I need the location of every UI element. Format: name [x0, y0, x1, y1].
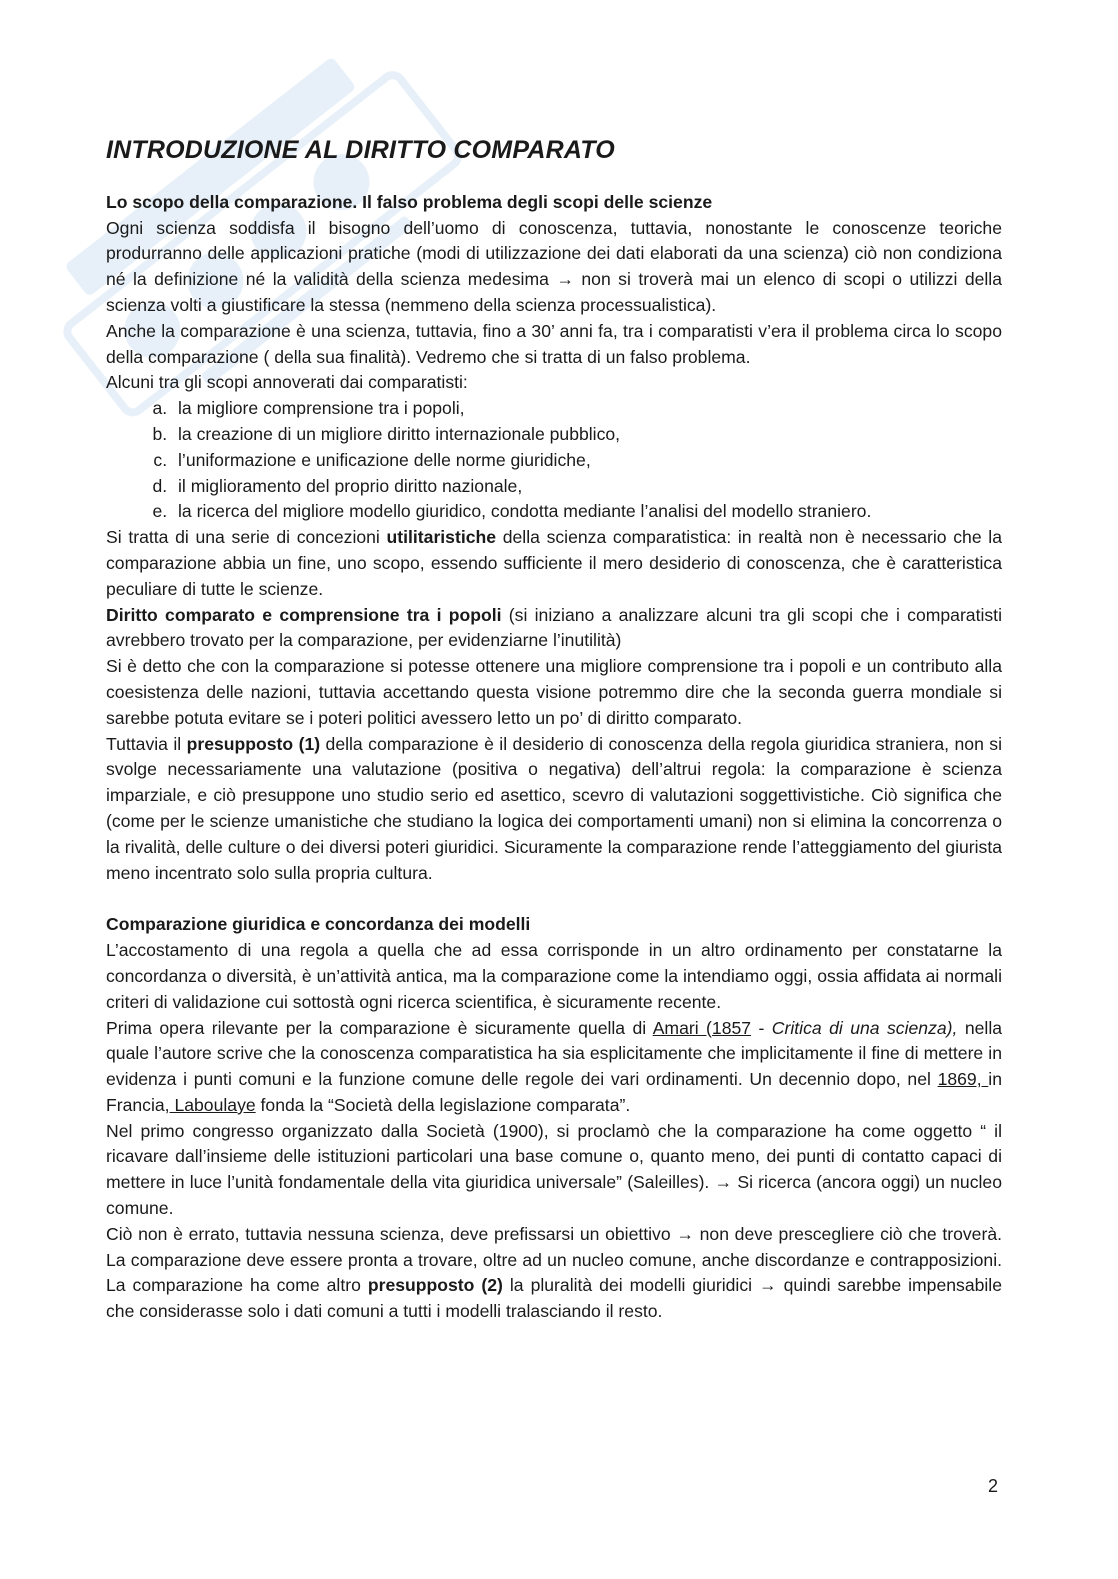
paragraph: [106, 732, 1002, 887]
bold-term: presupposto (1): [186, 733, 321, 754]
page-title: INTRODUZIONE AL DIRITTO COMPARATO: [106, 136, 615, 164]
bold-term: presupposto (2): [367, 1275, 503, 1296]
text-run: della scienza comparatistica: in realtà non è necessario che la comparazione abbia un fine, uno scopo, essendo sufficiente il mero desiderio di conoscenza, che è caratteristica peculiare di tutte le scienze.: [106, 527, 1002, 599]
spacer: [106, 886, 1002, 912]
section-heading: Lo scopo della comparazione. Il falso problema degli scopi delle scienze: [106, 191, 713, 212]
text-run: in Francia,: [106, 1069, 1002, 1115]
underlined-text: Amari (1857: [652, 1017, 752, 1038]
text-run: Tuttavia il: [106, 733, 187, 754]
list-item: a. la migliore comprensione tra i popoli,: [172, 396, 1002, 422]
document-body: [106, 138, 1002, 1325]
section-heading: Comparazione giuridica e concordanza dei modelli: [106, 914, 531, 935]
list-item: b. la creazione di un migliore diritto internazionale pubblico,: [172, 422, 1002, 448]
underlined-text: Laboulaye: [169, 1094, 256, 1115]
text-run: Si tratta di una serie di concezioni: [106, 527, 387, 548]
list-intro: Alcuni tra gli scopi annoverati dai comparatisti:: [106, 372, 468, 393]
text-run: -: [751, 1017, 772, 1038]
paragraph: Anche la comparazione è una scienza, tuttavia, fino a 30’ anni fa, tra i comparatisti v’era il problema circa lo scopo della comparazione ( della sua finalità). Vedremo che si tratta di un falso problema.: [106, 320, 1002, 367]
text-run: la pluralità dei modelli giuridici → quindi sarebbe impensabile che considerasse solo i dati comuni a tutti i modelli tralasciando il resto.: [106, 1275, 1003, 1322]
paragraph: [106, 1016, 1002, 1119]
underlined-text: 1869,: [937, 1069, 989, 1090]
text-run: Prima opera rilevante per la comparazione è sicuramente quella di: [106, 1017, 653, 1038]
purposes-list: [106, 396, 1002, 525]
subheading: Diritto comparato e comprensione tra i popoli: [106, 604, 502, 625]
text-run: Ciò non è errato, tuttavia nessuna scienza, deve prefissarsi un obiettivo → non deve prescegliere ciò che troverà. La comparazione deve essere pronta a trovare, oltre ad un nucleo comune, anche discordanze e contrapposizioni. La comparazione ha come altro: [106, 1223, 1002, 1296]
paragraph: Ogni scienza soddisfa il bisogno dell’uomo di conoscenza, tuttavia, nonostante le conoscenze teoriche produrranno delle applicazioni pratiche (modi di utilizzazione dei dati elaborati da una scienza) ciò non condiziona né la definizione né la validità della scienza medesima → non si troverà mai un elenco di scopi o utilizzi della scienza volti a giustificare la stessa (nemmeno della scienza processualistica).: [106, 217, 1002, 315]
text-run: della comparazione è il desiderio di conoscenza della regola giuridica straniera, non si svolge necessariamente una valutazione (positiva o negativa) dell’altrui regola: la comparazione è scienza imparziale, e ciò presuppone uno studio serio ed asettico, scevro di valutazioni soggettivistiche. Ciò significa che (come per le scienze umanistiche che studiano la logica dei comportamenti umani) non si elimina la concorrenza o la rivalità, delle culture o dei diversi poteri giuridici. Sicuramente la comparazione rende l’atteggiamento del giurista meno incentrato solo sulla propria cultura.: [106, 733, 1002, 883]
list-item: e. la ricerca del migliore modello giuridico, condotta mediante l’analisi del modello straniero.: [172, 499, 1002, 525]
list-item: c. l’uniformazione e unificazione delle norme giuridiche,: [172, 448, 1002, 474]
list-item: d. il miglioramento del proprio diritto nazionale,: [172, 474, 1002, 500]
text-run: nella quale l’autore scrive che la conoscenza comparatistica ha sia esplicitamente che implicitamente il fine di mettere in evidenza i punti comuni e la funzione comune delle regole dei vari ordinamenti. Un decennio dopo, nel: [106, 1017, 1003, 1090]
paragraph: [106, 525, 1002, 602]
paragraph: Si è detto che con la comparazione si potesse ottenere una migliore comprensione tra i popoli e un contributo alla coesistenza delle nazioni, tuttavia accettando questa visione potremmo dire che la seconda guerra mondiale si sarebbe potuta evitare se i poteri politici avessero letto un po’ di diritto comparato.: [106, 656, 1002, 728]
paragraph: [106, 603, 1002, 655]
paragraph: Nel primo congresso organizzato dalla Società (1900), si proclamò che la comparazione ha come oggetto “ il ricavare dall’insieme delle istituzioni particolari una base comune o, quanto meno, dei punti di contatto capaci di mettere in luce l’unità fondamentale della vita giuridica universale” (Saleilles). → Si ricerca (ancora oggi) un nucleo comune.: [106, 1120, 1002, 1219]
page-number: 2: [988, 1476, 999, 1496]
text-run: fonda la “Società della legislazione comparata”.: [255, 1094, 631, 1115]
paragraph: L’accostamento di una regola a quella che ad essa corrisponde in un altro ordinamento per constatarne la concordanza o diversità, è un’attività antica, ma la comparazione come la intendiamo oggi, ossia affidata ai normali criteri di validazione cui sottostà ogni ricerca scientifica, è sicuramente recente.: [106, 940, 1002, 1012]
bold-term: utilitaristiche: [386, 527, 497, 548]
paragraph: [106, 1222, 1002, 1325]
text-run: (si iniziano a analizzare alcuni tra gli scopi che i comparatisti avrebbero trovato per la comparazione, per evidenziarne l’inutilità): [106, 604, 1002, 651]
italic-title: Critica di una scienza),: [771, 1017, 958, 1038]
